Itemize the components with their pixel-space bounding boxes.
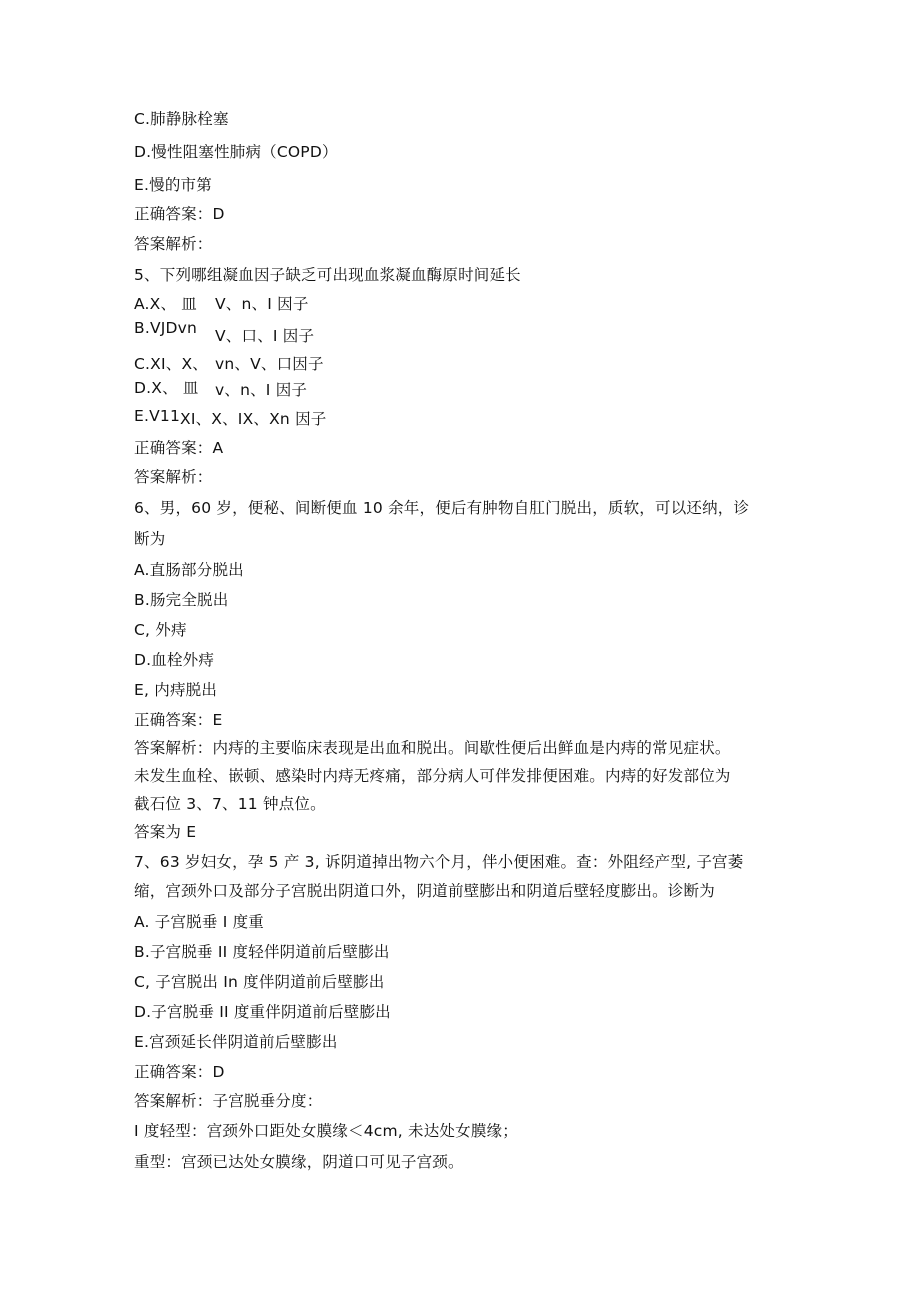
q6-option-b: B.肠完全脱出 (134, 591, 229, 609)
q7-option-c: C, 子宫脱出 In 度伴阴道前后壁膨出 (134, 973, 385, 991)
q5-stem: 5、下列哪组凝血因子缺乏可出现血浆凝血酶原时间延长 (134, 266, 521, 284)
q5-option-c-left: C.XI、X、 (134, 355, 208, 373)
q7-option-a: A. 子宫脱垂 I 度重 (134, 913, 265, 931)
q7-option-e: E.宫颈延长伴阴道前后壁膨出 (134, 1033, 338, 1051)
q6-stem-line-2: 断为 (134, 530, 166, 548)
q7-stem-line-2: 缩，宫颈外口及部分子宫脱出阴道口外，阴道前壁膨出和阴道后壁轻度膨出。诊断为 (134, 882, 715, 900)
q7-option-d: D.子宫脱垂 II 度重伴阴道前后壁膨出 (134, 1003, 391, 1021)
q7-answer: 正确答案：D (134, 1063, 225, 1081)
q5-option-b-right: V、口、I 因子 (215, 327, 315, 345)
q5-option-a-right: V、n、I 因子 (215, 295, 309, 313)
q5-option-e-right: XI、X、IX、Xn 因子 (180, 410, 327, 428)
q5-option-c-right: vn、V、口因子 (215, 355, 324, 373)
q7-option-b: B.子宫脱垂 II 度轻伴阴道前后壁膨出 (134, 943, 390, 961)
q6-option-e: E, 内痔脱出 (134, 681, 218, 699)
q6-explanation-line-4: 答案为 E (134, 823, 197, 841)
q4-option-e: E.慢的市第 (134, 176, 212, 194)
q5-option-a-left: A.X、 皿 (134, 295, 198, 313)
q7-explanation-line-1: 答案解析：子宫脱垂分度： (134, 1092, 323, 1110)
q6-option-c: C, 外痔 (134, 621, 187, 639)
q5-answer: 正确答案：A (134, 439, 224, 457)
q5-option-d-right: v、n、I 因子 (215, 381, 308, 399)
q6-explanation-line-3: 截石位 3、7、11 钟点位。 (134, 795, 326, 813)
q5-explanation: 答案解析： (134, 468, 213, 486)
q5-option-d-left: D.X、 皿 (134, 379, 199, 397)
q4-answer: 正确答案：D (134, 205, 225, 223)
q7-explanation-line-2: I 度轻型：宫颈外口距处女膜缘＜4cm, 未达处女膜缘； (134, 1122, 518, 1140)
q4-option-c: C.肺静脉栓塞 (134, 110, 229, 128)
q6-stem-line-1: 6、男，60 岁，便秘、间断便血 10 余年，便后有肿物自肛门脱出，质软，可以还纳，诊 (134, 499, 750, 517)
q7-stem-line-1: 7、63 岁妇女，孕 5 产 3, 诉阴道掉出物六个月，伴小便困难。查：外阻经产型, 子宫萎 (134, 853, 744, 871)
q6-option-a: A.直肠部分脱出 (134, 561, 244, 579)
q6-answer: 正确答案：E (134, 711, 223, 729)
q7-explanation-line-3: 重型：宫颈已达处女膜缘，阴道口可见子宫颈。 (134, 1153, 464, 1171)
q6-option-d: D.血栓外痔 (134, 651, 215, 669)
q4-explanation: 答案解析： (134, 235, 213, 253)
q5-option-e-left: E.V11 (134, 407, 181, 425)
q6-explanation-line-1: 答案解析：内痔的主要临床表现是出血和脱出。间歇性便后出鲜血是内痔的常见症状。 (134, 739, 731, 757)
q6-explanation-line-2: 未发生血栓、嵌顿、感染时内痔无疼痛，部分病人可伴发排便困难。内痔的好发部位为 (134, 767, 731, 785)
q5-option-b-left: B.VJDvn (134, 319, 198, 337)
q4-option-d: D.慢性阻塞性肺病（COPD） (134, 143, 338, 161)
